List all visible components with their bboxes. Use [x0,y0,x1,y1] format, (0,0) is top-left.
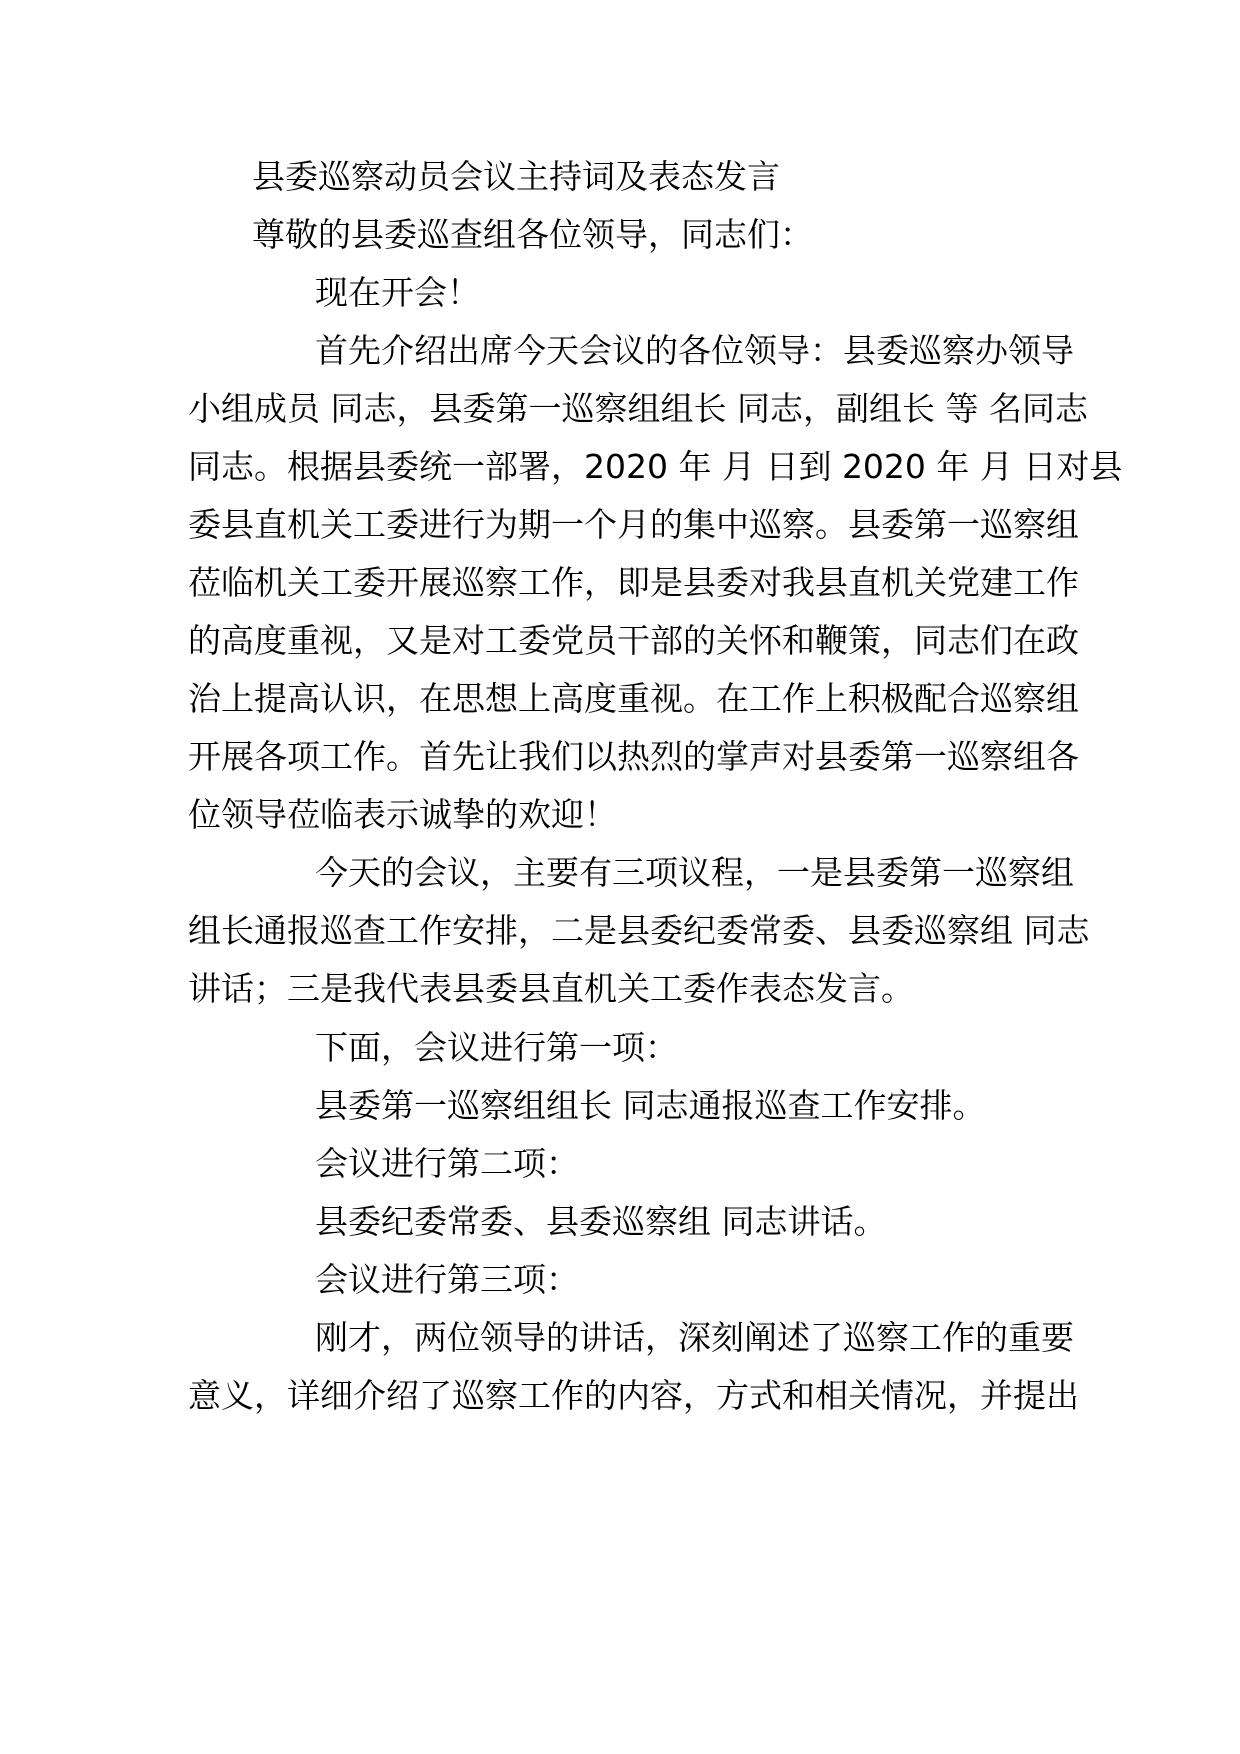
document-title: 县委巡察动员会议主持词及表态发言 [252,157,780,196]
paragraph-line: 刚才，两位领导的讲话，深刻阐述了巡察工作的重要 [315,1318,1074,1357]
paragraph-line: 开展各项工作。首先让我们以热烈的掌声对县委第一巡察组各 [188,737,1079,776]
paragraph-line: 讲话；三是我代表县委县直机关工委作表态发言。 [188,969,914,1008]
paragraph-line: 的高度重视，又是对工委党员干部的关怀和鞭策，同志们在政 [188,621,1079,660]
paragraph-line: 现在开会！ [315,273,480,312]
paragraph-line: 位领导莅临表示诚挚的欢迎！ [188,795,617,834]
paragraph-line: 治上提高认识，在思想上高度重视。在工作上积极配合巡察组 [188,679,1079,718]
paragraph-line: 莅临机关工委开展巡察工作，即是县委对我县直机关党建工作 [188,563,1079,602]
paragraph-line: 今天的会议，主要有三项议程，一是县委第一巡察组 [315,853,1074,892]
paragraph-line: 小组成员 同志，县委第一巡察组组长 同志，副组长 等 名同志 [188,389,1088,428]
paragraph-line: 下面，会议进行第一项： [315,1028,678,1067]
paragraph-line: 组长通报巡查工作安排，二是县委纪委常委、县委巡察组 同志 [188,911,1090,950]
paragraph-line: 县委纪委常委、县委巡察组 同志讲话。 [315,1202,887,1241]
paragraph-line: 委县直机关工委进行为期一个月的集中巡察。县委第一巡察组 [188,505,1079,544]
greeting-line: 尊敬的县委巡查组各位领导，同志们： [252,215,813,254]
paragraph-line: 同志。根据县委统一部署，2020 年 月 日到 2020 年 月 日对县 [188,447,1123,486]
paragraph-line: 首先介绍出席今天会议的各位领导：县委巡察办领导 [315,331,1074,370]
paragraph-line: 会议进行第三项： [315,1260,579,1299]
paragraph-line: 会议进行第二项： [315,1144,579,1183]
paragraph-line: 意义，详细介绍了巡察工作的内容，方式和相关情况，并提出 [188,1376,1079,1415]
paragraph-line: 县委第一巡察组组长 同志通报巡查工作安排。 [315,1086,986,1125]
